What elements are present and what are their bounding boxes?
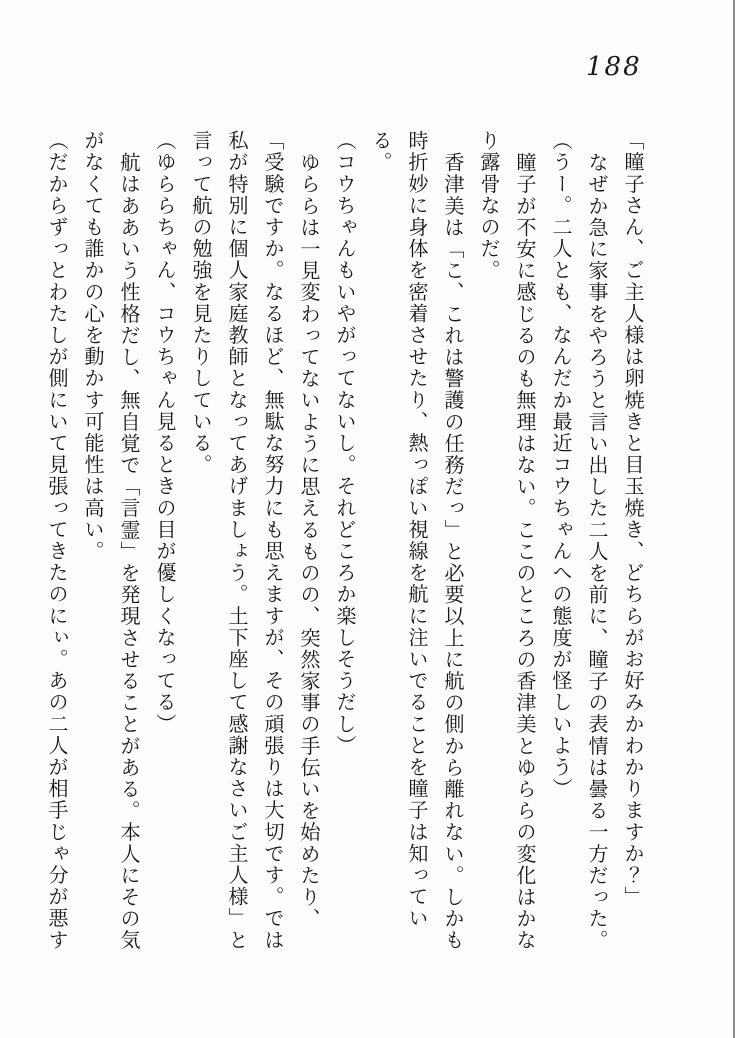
paragraph-inner-thought: （だからずっとわたしが側にいて見張ってきたのにぃ。あの二人が相手じゃ分が悪す: [45, 130, 67, 951]
paragraph-narration: なぜか急に家事をやろうと言い出した二人を前に、瞳子の表情は曇る一方だった。: [585, 152, 607, 952]
vertical-text-block: [38, 130, 650, 952]
paragraph-narration: 航はああいう性格だし、無自覚で「言霊」を発現させることがある。本人にその気がなくても誰かの心を動かす可能性は高い。: [81, 130, 139, 952]
paragraph-narration: 香津美は「こ、これは警護の任務だっ」と必要以上に航の側から離れない。しかも時折妙に身体を密着させたり、熱っぽい視線を航に注いでることを瞳子は知っている。: [369, 130, 463, 952]
paragraph-inner-thought: （ゆららちゃん、コウちゃん見るときの目が優しくなってる）: [153, 130, 175, 735]
page-number: 188: [586, 52, 642, 82]
paragraph-inner-thought: （うー。二人とも、なんだか最近コウちゃんへの態度が怪しいよう）: [549, 130, 571, 800]
paragraph-inner-thought: （コウちゃんもいやがってないし。それどころか楽しそうだし）: [333, 130, 355, 757]
paragraph-narration: 瞳子が不安に感じるのも無理はない。ここのところの香津美とゆららの変化はかなり露骨なのだ。: [477, 130, 535, 952]
scan-page-edge: [733, 0, 735, 1038]
paragraph-narration: ゆららは一見変わってないように思えるものの、突然家事の手伝いを始めたり、「受験ですか。なるほど、無駄な努力にも思えますが、その頑張りは大切です。では私が特別に個人家庭教師となってあげましょう。土下座して感謝なさいご主人様」と言って航の勉強を見たりしている。: [189, 130, 319, 951]
paragraph-dialogue: 「瞳子さん、ご主人様は卵焼きと目玉焼き、どちらがお好みかわかりますか？」: [621, 130, 643, 908]
